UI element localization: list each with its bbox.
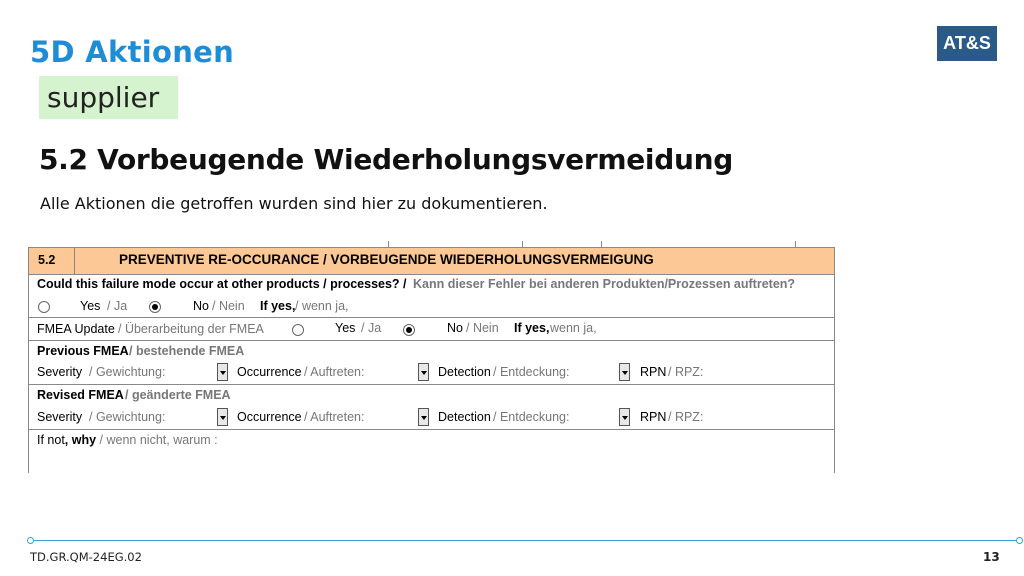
question-en: Could this failure mode occur at other products / processes? /: [37, 277, 407, 291]
rev-detection-label-de: / Entdeckung:: [493, 410, 570, 424]
supplier-tag: supplier: [39, 76, 178, 119]
preventive-form: [28, 241, 834, 473]
prev-detection-label-de: / Entdeckung:: [493, 365, 570, 379]
q1-yes-radio[interactable]: [38, 301, 50, 313]
q2-no-label: No: [447, 321, 463, 335]
footer-line: [30, 540, 1020, 541]
prev-occurrence-dropdown[interactable]: [418, 363, 429, 381]
q2-ifyes-label: If yes,: [514, 321, 550, 335]
prev-detection-label: Detection: [438, 365, 491, 379]
prev-severity-label: Severity: [37, 365, 83, 379]
company-logo: AT&S: [937, 26, 997, 61]
rev-severity-dropdown[interactable]: [217, 408, 228, 426]
prev-occurrence-label-de: / Auftreten:: [304, 365, 365, 379]
rev-rpn-label: RPN: [640, 410, 667, 424]
rev-detection-label: Detection: [438, 410, 491, 424]
prev-rpn-label-de: / RPZ:: [668, 365, 704, 379]
q1-ifyes-label: If yes,: [260, 299, 296, 313]
section-subtext: Alle Aktionen die getroffen wurden sind hier zu dokumentieren.: [40, 194, 548, 213]
q1-no-label: No: [193, 299, 209, 313]
prev-detection-dropdown[interactable]: [619, 363, 630, 381]
q2-yes-label: Yes: [335, 321, 356, 335]
page-number: 13: [983, 550, 1000, 564]
rev-severity-label-de: / Gewichtung:: [89, 410, 166, 424]
footer-doc-code: TD.GR.QM-24EG.02: [30, 550, 142, 564]
rev-occurrence-label-de: / Auftreten:: [304, 410, 365, 424]
revised-fmea-label: Revised FMEA: [37, 388, 124, 402]
revised-fmea-label-de: / geänderte FMEA: [125, 388, 231, 402]
rev-severity-label: Severity: [37, 410, 83, 424]
q2-no-radio[interactable]: [403, 324, 415, 336]
previous-fmea-label: Previous FMEA: [37, 344, 129, 358]
prev-occurrence-label: Occurrence: [237, 365, 302, 379]
q1-ifyes-label-de: / wenn ja,: [295, 299, 349, 313]
footer-line-dot-left: [27, 537, 34, 544]
question-de: Kann dieser Fehler bei anderen Produkten/Prozessen auftreten?: [413, 277, 796, 291]
q2-no-label-de: / Nein: [466, 321, 499, 335]
rev-detection-dropdown[interactable]: [619, 408, 630, 426]
footer-line-dot-right: [1016, 537, 1023, 544]
rev-rpn-label-de: / RPZ:: [668, 410, 704, 424]
q1-yes-label: Yes: [80, 299, 101, 313]
slide-title: 5D Aktionen: [30, 35, 235, 69]
q2-yes-label-de: / Ja: [361, 321, 382, 335]
prev-severity-dropdown[interactable]: [217, 363, 228, 381]
fmea-update-label: FMEA Update: [37, 322, 115, 336]
rev-occurrence-dropdown[interactable]: [418, 408, 429, 426]
q1-yes-label-de: / Ja: [107, 299, 128, 313]
ifnot-label: If not, why / wenn nicht, warum :: [37, 433, 218, 447]
q1-no-label-de: / Nein: [212, 299, 245, 313]
rev-occurrence-label: Occurrence: [237, 410, 302, 424]
q1-no-radio[interactable]: [149, 301, 161, 313]
q2-ifyes-label-de: wenn ja,: [550, 321, 597, 335]
prev-severity-label-de: / Gewichtung:: [89, 365, 166, 379]
q2-yes-radio[interactable]: [292, 324, 304, 336]
section-heading: 5.2 Vorbeugende Wiederholungsvermeidung: [39, 143, 733, 176]
form-section-title: PREVENTIVE RE-OCCURANCE / VORBEUGENDE WIEDERHOLUNGSVERMEIGUNG: [119, 252, 654, 267]
prev-rpn-label: RPN: [640, 365, 667, 379]
form-header: [28, 247, 835, 275]
fmea-update-label-de: / Überarbeitung der FMEA: [118, 322, 264, 336]
previous-fmea-label-de: / bestehende FMEA: [129, 344, 245, 358]
section-number: 5.2: [38, 253, 56, 267]
